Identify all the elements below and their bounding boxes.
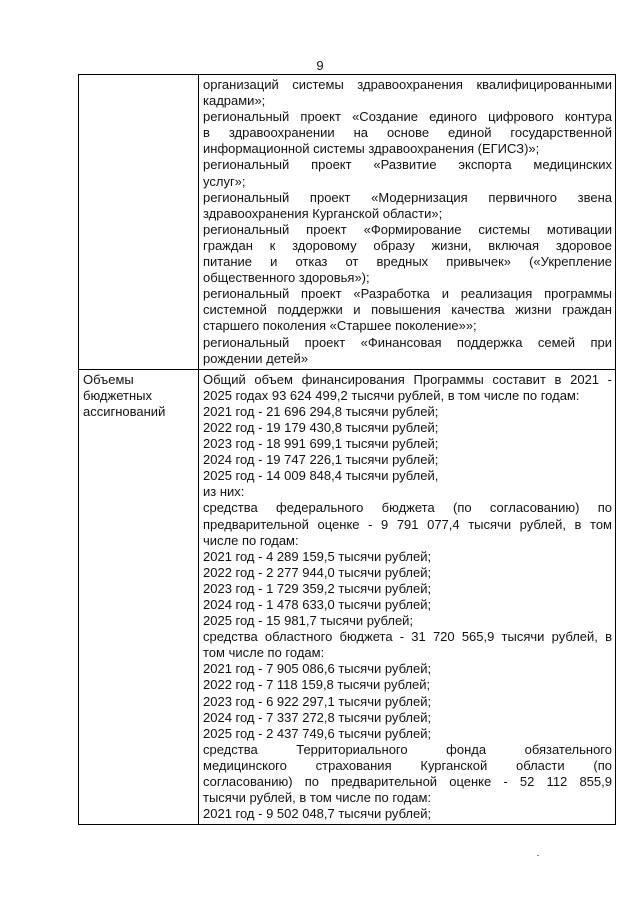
content-line: 2025 год - 14 009 848,4 тысячи рублей, (203, 468, 439, 484)
content-line: средства областного бюджета - 31 720 565,9 тысячи рублей, в (203, 629, 612, 645)
content-line: 2024 год - 19 747 226,1 тысячи рублей; (203, 452, 439, 468)
content-line: средства Территориального фонда обязательного (203, 741, 612, 757)
content-line: 2024 год - 7 337 272,8 тысячи рублей; (203, 709, 432, 725)
content-line: питание и отказ от вредных привычек» («Укрепление (203, 254, 612, 270)
content-line: рождении детей» (203, 350, 309, 366)
program-passport-table (78, 74, 616, 825)
content-line: 2023 год - 6 922 297,1 тысячи рублей; (203, 693, 432, 709)
scan-artifact (537, 855, 539, 856)
content-line: услуг»; (203, 173, 246, 189)
row-label-line: бюджетных (83, 387, 152, 403)
content-line: кадрами»; (203, 93, 266, 109)
content-line: 2022 год - 2 277 944,0 тысячи рублей; (203, 564, 432, 580)
content-line: тысячи рублей, в том числе по годам: (203, 790, 432, 806)
content-line: региональный проект «Формирование системы мотивации (203, 221, 612, 237)
content-line: 2023 год - 18 991 699,1 тысячи рублей; (203, 436, 439, 452)
content-line: организаций системы здравоохранения квалифицированными (203, 77, 612, 92)
row-content-cell (199, 75, 616, 370)
content-line: том числе по годам: (203, 645, 325, 661)
content-line: 2024 год - 1 478 633,0 тысячи рублей; (203, 597, 432, 612)
content-line: Общий объем финансирования Программы составит в 2021 - (203, 371, 612, 387)
content-line: общественного здоровья»); (203, 270, 370, 286)
content-line: 2025 годах 93 624 499,2 тысячи рублей, в том числе по годам: (203, 387, 580, 403)
content-line: предварительной оценке - 9 791 077,4 тысячи рублей, в том (203, 516, 612, 532)
content-line: согласованию) по предварительной оценке - 52 112 855,9 (203, 774, 612, 790)
content-line: средства федерального бюджета (по согласованию) по (203, 500, 612, 516)
row-label-line: Объемы (83, 371, 134, 387)
table-row (79, 369, 616, 825)
content-line: системной поддержки и повышения качества жизни граждан (203, 302, 612, 318)
table-body (79, 75, 616, 825)
content-line: 2021 год - 4 289 159,5 тысячи рублей; (203, 548, 432, 564)
content-line: региональный проект «Развитие экспорта медицинских (203, 157, 612, 173)
content-line: региональный проект «Создание единого цифрового контура (203, 109, 612, 125)
content-line: граждан к здоровому образу жизни, включая здоровое (203, 237, 612, 253)
content-line: информационной системы здравоохранения (ЕГИСЗ)»; (203, 141, 540, 157)
content-line: 2022 год - 7 118 159,8 тысячи рублей; (203, 677, 431, 693)
content-line: числе по годам: (203, 532, 299, 548)
content-line: 2025 год - 2 437 749,6 тысячи рублей; (203, 725, 432, 741)
content-line: 2021 год - 7 905 086,6 тысячи рублей; (203, 661, 432, 677)
page-number: 9 (316, 58, 324, 73)
table-row (79, 75, 616, 370)
content-line: 2025 год - 15 981,7 тысячи рублей; (203, 613, 414, 629)
content-line: региональный проект «Модернизация первичного звена (203, 189, 612, 205)
content-line: в здравоохранении на основе единой государственной (203, 125, 612, 141)
content-line: из них: (203, 484, 245, 500)
row-content-cell (199, 369, 616, 825)
content-line: медицинского страхования Курганской области (по (203, 757, 612, 773)
content-line: региональный проект «Финансовая поддержка семей при (203, 334, 612, 350)
row-label-line: ассигнований (83, 403, 166, 419)
content-line: здравоохранения Курганской области»; (203, 205, 443, 221)
content-line: 2021 год - 9 502 048,7 тысячи рублей; (203, 806, 432, 822)
content-line: 2021 год - 21 696 294,8 тысячи рублей; (203, 403, 439, 419)
row-label-cell (79, 369, 199, 825)
content-line: 2022 год - 19 179 430,8 тысячи рублей; (203, 419, 439, 435)
content-line: региональный проект «Разработка и реализация программы (203, 286, 612, 302)
row-label-cell (79, 75, 199, 370)
content-line: старшего поколения «Старшее поколение»»; (203, 318, 477, 334)
content-line: 2023 год - 1 729 359,2 тысячи рублей; (203, 580, 432, 596)
